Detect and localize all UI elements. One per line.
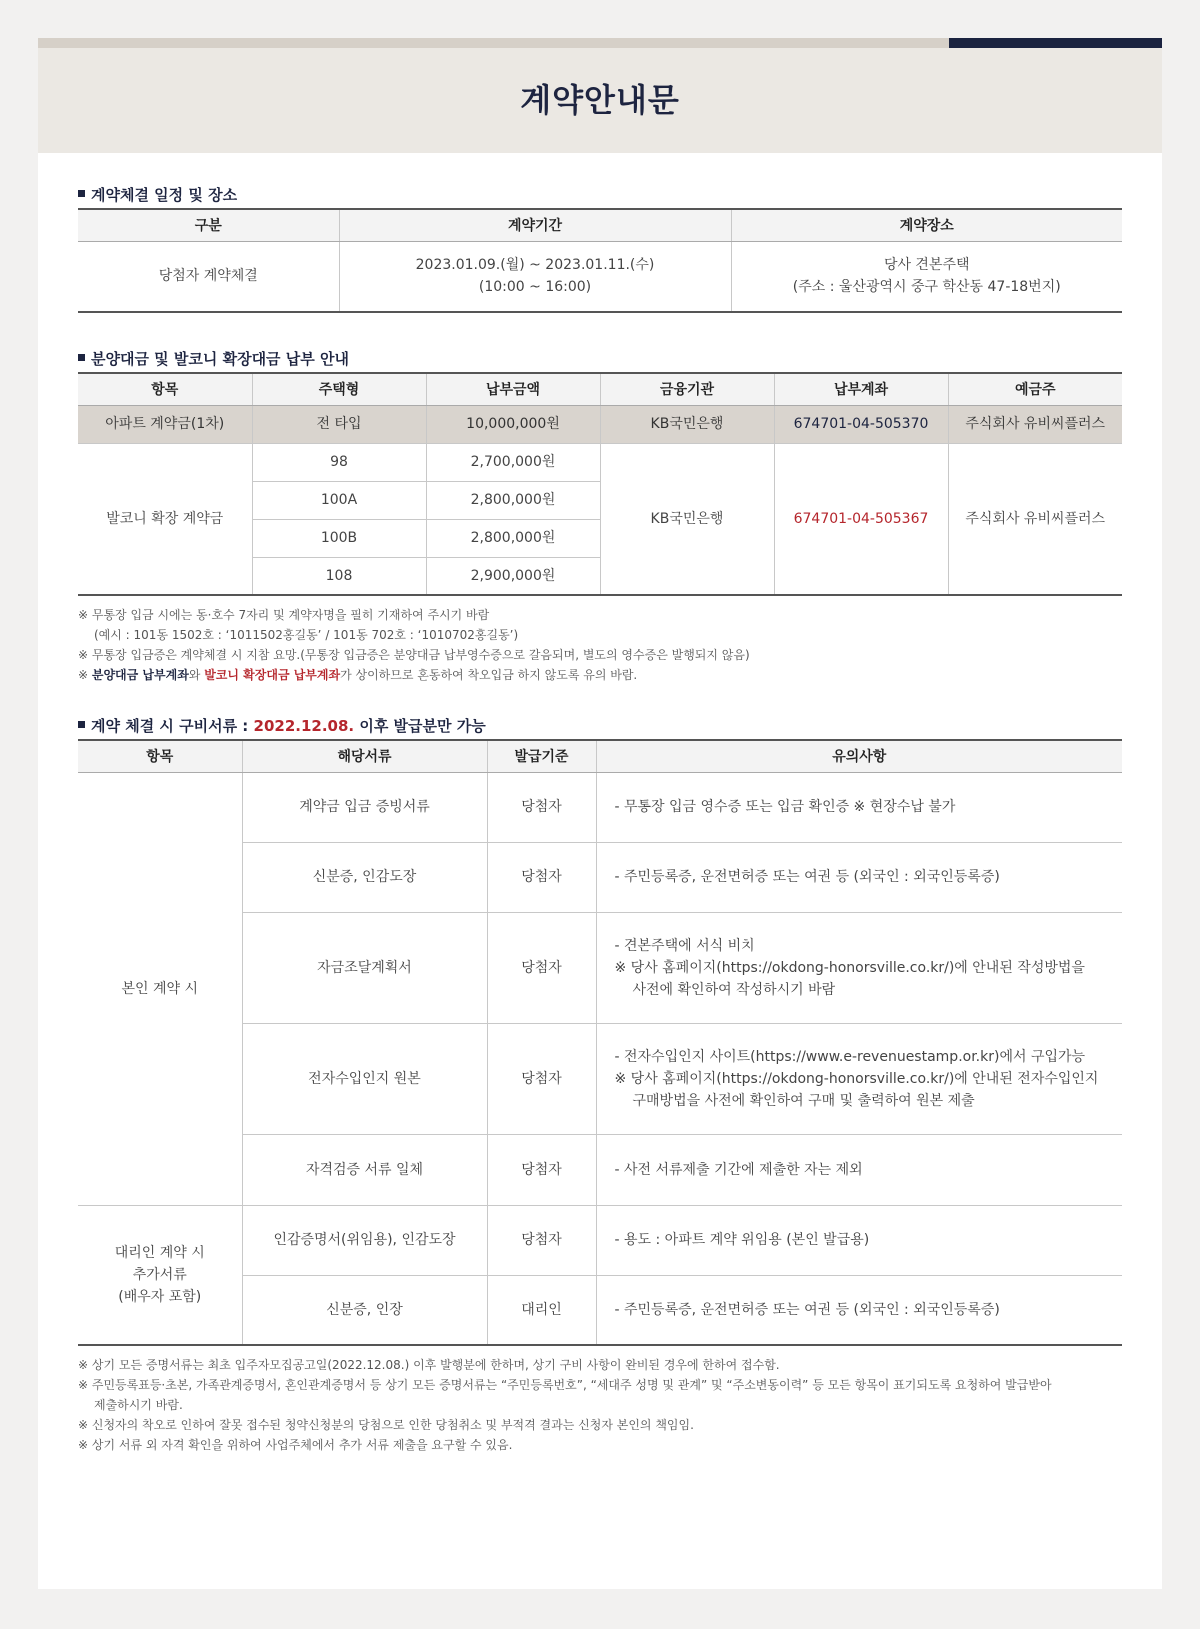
col-header-period: 계약기간	[339, 209, 731, 241]
schedule-table	[78, 208, 1122, 313]
col-header-holder: 예금주	[948, 373, 1122, 405]
col-header-amount: 납부금액	[426, 373, 600, 405]
apt-account-number: 674701-04-505370	[774, 405, 948, 443]
table-row: 신분증, 인장 대리인 - 주민등록증, 운전면허증 또는 여권 등 (외국인 : 외국인등록증)	[78, 1275, 1122, 1345]
category-cell: 당첨자 계약체결	[78, 241, 339, 312]
top-decor-bar	[38, 38, 1162, 48]
place-cell: 당사 견본주택 (주소 : 울산광역시 중구 학산동 47-18번지)	[731, 241, 1122, 312]
section1-title: 계약체결 일정 및 장소	[78, 185, 1122, 205]
table-row	[78, 241, 1122, 312]
col-header-type: 주택형	[252, 373, 426, 405]
section3-title: 계약 체결 시 구비서류 : 2022.12.08. 이후 발급분만 가능	[78, 716, 1122, 736]
payment-table	[78, 372, 1122, 596]
col-header-bank: 금융기관	[600, 373, 774, 405]
content	[78, 185, 1122, 1455]
period-cell: 2023.01.09.(월) ~ 2023.01.11.(수) (10:00 ~ 16:00)	[339, 241, 731, 312]
section2-title: 분양대금 및 발코니 확장대금 납부 안내	[78, 349, 1122, 369]
table-row: 전자수입인지 원본 당첨자 - 전자수입인지 사이트(https://www.e-revenuestamp.or.kr)에서 구입가능 ※ 당사 홈페이지(https://okdong-honorsville.co.kr/)에 안내된 전자수입인지 구매방법을 사전에 확인하여 구매 및 출력하여 원본 제출	[78, 1023, 1122, 1134]
square-bullet-icon	[78, 354, 85, 361]
balcony-account-number: 674701-04-505367	[774, 443, 948, 595]
group-self-contract: 본인 계약 시	[78, 772, 242, 1205]
apt-deposit-row: 아파트 계약금(1차) 전 타입 10,000,000원 KB국민은행 674701-04-505370 주식회사 유비씨플러스	[78, 405, 1122, 443]
col-header-item: 항목	[78, 373, 252, 405]
col-header-category: 구분	[78, 209, 339, 241]
col-header-basis: 발급기준	[487, 740, 596, 772]
square-bullet-icon	[78, 190, 85, 197]
balcony-row: 100A 2,800,000원	[78, 481, 1122, 519]
col-header-document: 해당서류	[242, 740, 487, 772]
balcony-row: 발코니 확장 계약금 98 2,700,000원 KB국민은행 674701-04-505367 주식회사 유비씨플러스	[78, 443, 1122, 481]
document-notes: ※ 상기 모든 증명서류는 최초 입주자모집공고일(2022.12.08.) 이후 발행분에 한하며, 상기 구비 사항이 완비된 경우에 한하여 접수함. ※ 주민등록표등·초본, 가족관계증명서, 혼인관계증명서 등 상기 모든 증명서류는 “주민등록번호”, “세대주 성명 및 관계” 및 “주소변동이력” 등 모든 항목이 표기되도록 요청하여 발급받아 제출하시기 바람. ※ 신청자의 착오로 인하여 잘못 접수된 청약신청분의 당첨으로 인한 당첨취소 및 부적격 결과는 신청자 본인의 책임임. ※ 상기 서류 외 자격 확인을 위하여 사업주체에서 추가 서류 제출을 요구할 수 있음.	[78, 1358, 1052, 1452]
table-row: 자격검증 서류 일체 당첨자 - 사전 서류제출 기간에 제출한 자는 제외	[78, 1134, 1122, 1205]
table-row: 대리인 계약 시 추가서류 (배우자 포함) 인감증명서(위임용), 인감도장 당첨자 - 용도 : 아파트 계약 위임용 (본인 발급용)	[78, 1205, 1122, 1275]
balcony-item-cell: 발코니 확장 계약금	[78, 443, 252, 595]
group-proxy-contract: 대리인 계약 시 추가서류 (배우자 포함)	[78, 1205, 242, 1345]
documents-table	[78, 739, 1122, 1346]
square-bullet-icon	[78, 721, 85, 728]
col-header-notes: 유의사항	[596, 740, 1122, 772]
table-row: 자금조달계획서 당첨자 - 견본주택에 서식 비치 ※ 당사 홈페이지(https://okdong-honorsville.co.kr/)에 안내된 작성방법을 사전에 확인하여 작성하시기 바람	[78, 912, 1122, 1023]
table-row: 신분증, 인감도장 당첨자 - 주민등록증, 운전면허증 또는 여권 등 (외국인 : 외국인등록증)	[78, 842, 1122, 912]
col-header-item: 항목	[78, 740, 242, 772]
col-header-account: 납부계좌	[774, 373, 948, 405]
top-accent-bar	[949, 38, 1162, 48]
document-sheet	[38, 38, 1162, 1589]
table-row: 본인 계약 시 계약금 입금 증빙서류 당첨자 - 무통장 입금 영수증 또는 입금 확인증 ※ 현장수납 불가	[78, 772, 1122, 842]
balcony-row: 108 2,900,000원	[78, 557, 1122, 595]
balcony-row: 100B 2,800,000원	[78, 519, 1122, 557]
title-banner	[38, 48, 1162, 153]
page-title: 계약안내문	[520, 81, 680, 119]
payment-notes: ※ 무통장 입금 시에는 동·호수 7자리 및 계약자명을 필히 기재하여 주시기 바람 (예시 : 101동 1502호 : ‘1011502홍길동’ / 101동 702호 : ‘1010702홍길동’) ※ 무통장 입금증은 계약체결 시 지참 요망.(무통장 입금증은 분양대금 납부영수증으로 갈음되며, 별도의 영수증은 발행되지 않음) ※ 분양대금 납부계좌와 발코니 확장대금 납부계좌가 상이하므로 혼동하여 착오입금 하지 않도록 유의 바람.	[78, 608, 750, 682]
col-header-place: 계약장소	[731, 209, 1122, 241]
